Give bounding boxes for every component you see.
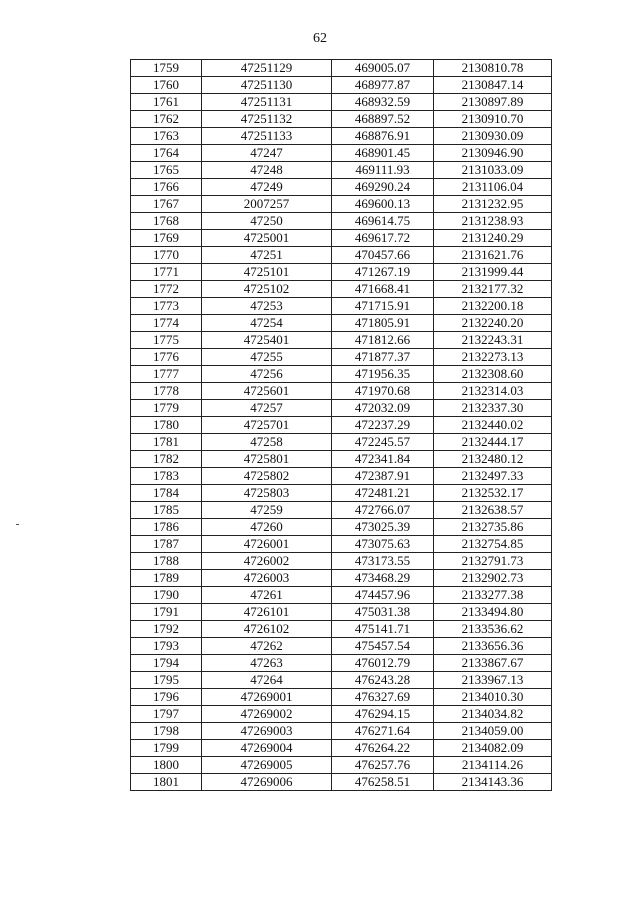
y-coordinate-cell: 2131240.29 — [434, 230, 552, 247]
x-coordinate-cell: 472032.09 — [332, 400, 434, 417]
table-row — [131, 315, 552, 332]
x-coordinate-cell: 471877.37 — [332, 349, 434, 366]
table-row — [131, 468, 552, 485]
y-coordinate-cell: 2132308.60 — [434, 366, 552, 383]
y-coordinate-cell: 2132314.03 — [434, 383, 552, 400]
point-number-cell: 1771 — [131, 264, 202, 281]
y-coordinate-cell: 2131238.93 — [434, 213, 552, 230]
x-coordinate-cell: 476327.69 — [332, 689, 434, 706]
point-id-cell: 47251130 — [202, 77, 332, 94]
point-number-cell: 1759 — [131, 60, 202, 77]
x-coordinate-cell: 469614.75 — [332, 213, 434, 230]
point-id-cell: 4726001 — [202, 536, 332, 553]
x-coordinate-cell: 468876.91 — [332, 128, 434, 145]
x-coordinate-cell: 473075.63 — [332, 536, 434, 553]
point-id-cell: 4726102 — [202, 621, 332, 638]
y-coordinate-cell: 2132532.17 — [434, 485, 552, 502]
point-id-cell: 47253 — [202, 298, 332, 315]
y-coordinate-cell: 2133494.80 — [434, 604, 552, 621]
y-coordinate-cell: 2132902.73 — [434, 570, 552, 587]
point-number-cell: 1782 — [131, 451, 202, 468]
x-coordinate-cell: 470457.66 — [332, 247, 434, 264]
y-coordinate-cell: 2130897.89 — [434, 94, 552, 111]
y-coordinate-cell: 2132754.85 — [434, 536, 552, 553]
y-coordinate-cell: 2131999.44 — [434, 264, 552, 281]
x-coordinate-cell: 468977.87 — [332, 77, 434, 94]
point-number-cell: 1775 — [131, 332, 202, 349]
table-row — [131, 162, 552, 179]
point-id-cell: 2007257 — [202, 196, 332, 213]
y-coordinate-cell: 2132638.57 — [434, 502, 552, 519]
table-row — [131, 77, 552, 94]
table-row — [131, 281, 552, 298]
point-id-cell: 4725101 — [202, 264, 332, 281]
table-row — [131, 349, 552, 366]
table-row — [131, 111, 552, 128]
y-coordinate-cell: 2131621.76 — [434, 247, 552, 264]
x-coordinate-cell: 476258.51 — [332, 774, 434, 791]
point-number-cell: 1797 — [131, 706, 202, 723]
x-coordinate-cell: 473468.29 — [332, 570, 434, 587]
point-number-cell: 1772 — [131, 281, 202, 298]
y-coordinate-cell: 2133536.62 — [434, 621, 552, 638]
y-coordinate-cell: 2133277.38 — [434, 587, 552, 604]
x-coordinate-cell: 471805.91 — [332, 315, 434, 332]
table-row — [131, 434, 552, 451]
x-coordinate-cell: 471970.68 — [332, 383, 434, 400]
x-coordinate-cell: 471812.66 — [332, 332, 434, 349]
table-row — [131, 723, 552, 740]
table-row — [131, 502, 552, 519]
point-id-cell: 47259 — [202, 502, 332, 519]
x-coordinate-cell: 471715.91 — [332, 298, 434, 315]
table-row — [131, 230, 552, 247]
y-coordinate-cell: 2132200.18 — [434, 298, 552, 315]
x-coordinate-cell: 468901.45 — [332, 145, 434, 162]
y-coordinate-cell: 2134059.00 — [434, 723, 552, 740]
y-coordinate-cell: 2132791.73 — [434, 553, 552, 570]
table-row — [131, 621, 552, 638]
y-coordinate-cell: 2132177.32 — [434, 281, 552, 298]
point-id-cell: 47260 — [202, 519, 332, 536]
point-number-cell: 1788 — [131, 553, 202, 570]
point-id-cell: 4725801 — [202, 451, 332, 468]
table-row — [131, 604, 552, 621]
y-coordinate-cell: 2132497.33 — [434, 468, 552, 485]
table-row — [131, 332, 552, 349]
point-id-cell: 4726002 — [202, 553, 332, 570]
y-coordinate-cell: 2131106.04 — [434, 179, 552, 196]
y-coordinate-cell: 2132440.02 — [434, 417, 552, 434]
point-id-cell: 47269006 — [202, 774, 332, 791]
y-coordinate-cell: 2133656.36 — [434, 638, 552, 655]
point-number-cell: 1781 — [131, 434, 202, 451]
table-row — [131, 417, 552, 434]
point-id-cell: 47251129 — [202, 60, 332, 77]
y-coordinate-cell: 2132337.30 — [434, 400, 552, 417]
y-coordinate-cell: 2132444.17 — [434, 434, 552, 451]
point-number-cell: 1784 — [131, 485, 202, 502]
point-number-cell: 1800 — [131, 757, 202, 774]
point-id-cell: 47248 — [202, 162, 332, 179]
point-number-cell: 1773 — [131, 298, 202, 315]
page-number: 62 — [313, 31, 327, 46]
table-row — [131, 485, 552, 502]
x-coordinate-cell: 476012.79 — [332, 655, 434, 672]
point-id-cell: 47257 — [202, 400, 332, 417]
table-row — [131, 400, 552, 417]
table-row — [131, 264, 552, 281]
point-id-cell: 4725803 — [202, 485, 332, 502]
table-row — [131, 213, 552, 230]
point-number-cell: 1763 — [131, 128, 202, 145]
y-coordinate-cell: 2131232.95 — [434, 196, 552, 213]
point-number-cell: 1768 — [131, 213, 202, 230]
y-coordinate-cell: 2132480.12 — [434, 451, 552, 468]
x-coordinate-cell: 472237.29 — [332, 417, 434, 434]
table-row — [131, 536, 552, 553]
x-coordinate-cell: 476243.28 — [332, 672, 434, 689]
table-row — [131, 145, 552, 162]
point-number-cell: 1794 — [131, 655, 202, 672]
table-row — [131, 740, 552, 757]
x-coordinate-cell: 471956.35 — [332, 366, 434, 383]
point-number-cell: 1764 — [131, 145, 202, 162]
table-row — [131, 94, 552, 111]
table-row — [131, 298, 552, 315]
x-coordinate-cell: 474457.96 — [332, 587, 434, 604]
x-coordinate-cell: 468897.52 — [332, 111, 434, 128]
point-id-cell: 47251 — [202, 247, 332, 264]
point-id-cell: 47255 — [202, 349, 332, 366]
point-id-cell: 47262 — [202, 638, 332, 655]
point-id-cell: 47269001 — [202, 689, 332, 706]
point-id-cell: 47261 — [202, 587, 332, 604]
point-id-cell: 47269002 — [202, 706, 332, 723]
table-row — [131, 587, 552, 604]
point-id-cell: 47258 — [202, 434, 332, 451]
x-coordinate-cell: 469617.72 — [332, 230, 434, 247]
point-id-cell: 47251132 — [202, 111, 332, 128]
point-id-cell: 4725802 — [202, 468, 332, 485]
y-coordinate-cell: 2132735.86 — [434, 519, 552, 536]
point-number-cell: 1778 — [131, 383, 202, 400]
table-row — [131, 638, 552, 655]
point-id-cell: 4725401 — [202, 332, 332, 349]
x-coordinate-cell: 469600.13 — [332, 196, 434, 213]
table-row — [131, 655, 552, 672]
point-id-cell: 47247 — [202, 145, 332, 162]
x-coordinate-cell: 472481.21 — [332, 485, 434, 502]
point-id-cell: 4725601 — [202, 383, 332, 400]
point-number-cell: 1780 — [131, 417, 202, 434]
x-coordinate-cell: 472245.57 — [332, 434, 434, 451]
point-number-cell: 1783 — [131, 468, 202, 485]
table-row — [131, 553, 552, 570]
point-number-cell: 1796 — [131, 689, 202, 706]
x-coordinate-cell: 476264.22 — [332, 740, 434, 757]
table-row — [131, 570, 552, 587]
y-coordinate-cell: 2134010.30 — [434, 689, 552, 706]
point-id-cell: 47254 — [202, 315, 332, 332]
x-coordinate-cell: 472387.91 — [332, 468, 434, 485]
point-id-cell: 4725102 — [202, 281, 332, 298]
y-coordinate-cell: 2132273.13 — [434, 349, 552, 366]
point-number-cell: 1766 — [131, 179, 202, 196]
point-number-cell: 1792 — [131, 621, 202, 638]
x-coordinate-cell: 473025.39 — [332, 519, 434, 536]
y-coordinate-cell: 2130810.78 — [434, 60, 552, 77]
point-number-cell: 1779 — [131, 400, 202, 417]
table-row — [131, 179, 552, 196]
y-coordinate-cell: 2131033.09 — [434, 162, 552, 179]
table-row — [131, 366, 552, 383]
point-number-cell: 1767 — [131, 196, 202, 213]
x-coordinate-cell: 476257.76 — [332, 757, 434, 774]
x-coordinate-cell: 472341.84 — [332, 451, 434, 468]
y-coordinate-cell: 2134143.36 — [434, 774, 552, 791]
table-row — [131, 196, 552, 213]
y-coordinate-cell: 2134082.09 — [434, 740, 552, 757]
table-row — [131, 519, 552, 536]
x-coordinate-cell: 475457.54 — [332, 638, 434, 655]
y-coordinate-cell: 2133867.67 — [434, 655, 552, 672]
point-id-cell: 47251133 — [202, 128, 332, 145]
point-number-cell: 1801 — [131, 774, 202, 791]
x-coordinate-cell: 469290.24 — [332, 179, 434, 196]
point-id-cell: 47263 — [202, 655, 332, 672]
point-number-cell: 1787 — [131, 536, 202, 553]
point-number-cell: 1790 — [131, 587, 202, 604]
y-coordinate-cell: 2130847.14 — [434, 77, 552, 94]
y-coordinate-cell: 2134034.82 — [434, 706, 552, 723]
table-row — [131, 128, 552, 145]
table-row — [131, 706, 552, 723]
point-number-cell: 1761 — [131, 94, 202, 111]
x-coordinate-cell: 468932.59 — [332, 94, 434, 111]
table-row — [131, 672, 552, 689]
point-number-cell: 1769 — [131, 230, 202, 247]
point-number-cell: 1785 — [131, 502, 202, 519]
x-coordinate-cell: 469005.07 — [332, 60, 434, 77]
y-coordinate-cell: 2132243.31 — [434, 332, 552, 349]
y-coordinate-cell: 2130930.09 — [434, 128, 552, 145]
point-id-cell: 47249 — [202, 179, 332, 196]
y-coordinate-cell: 2130910.70 — [434, 111, 552, 128]
table-row — [131, 451, 552, 468]
point-id-cell: 47269004 — [202, 740, 332, 757]
table-row — [131, 60, 552, 77]
x-coordinate-cell: 473173.55 — [332, 553, 434, 570]
table-row — [131, 757, 552, 774]
x-coordinate-cell: 475141.71 — [332, 621, 434, 638]
point-id-cell: 4725701 — [202, 417, 332, 434]
point-id-cell: 47256 — [202, 366, 332, 383]
point-id-cell: 4726003 — [202, 570, 332, 587]
coordinates-table-body — [131, 60, 552, 791]
point-id-cell: 4725001 — [202, 230, 332, 247]
point-id-cell: 47269005 — [202, 757, 332, 774]
x-coordinate-cell: 475031.38 — [332, 604, 434, 621]
x-coordinate-cell: 476294.15 — [332, 706, 434, 723]
table-row — [131, 774, 552, 791]
y-coordinate-cell: 2134114.26 — [434, 757, 552, 774]
stray-mark — [16, 524, 19, 525]
point-number-cell: 1776 — [131, 349, 202, 366]
point-number-cell: 1760 — [131, 77, 202, 94]
y-coordinate-cell: 2133967.13 — [434, 672, 552, 689]
x-coordinate-cell: 472766.07 — [332, 502, 434, 519]
x-coordinate-cell: 469111.93 — [332, 162, 434, 179]
x-coordinate-cell: 471668.41 — [332, 281, 434, 298]
y-coordinate-cell: 2130946.90 — [434, 145, 552, 162]
point-number-cell: 1793 — [131, 638, 202, 655]
point-id-cell: 4726101 — [202, 604, 332, 621]
point-number-cell: 1770 — [131, 247, 202, 264]
point-number-cell: 1798 — [131, 723, 202, 740]
y-coordinate-cell: 2132240.20 — [434, 315, 552, 332]
point-number-cell: 1774 — [131, 315, 202, 332]
point-number-cell: 1799 — [131, 740, 202, 757]
point-number-cell: 1762 — [131, 111, 202, 128]
point-id-cell: 47250 — [202, 213, 332, 230]
coordinates-table — [130, 59, 552, 791]
x-coordinate-cell: 471267.19 — [332, 264, 434, 281]
point-number-cell: 1791 — [131, 604, 202, 621]
table-row — [131, 383, 552, 400]
point-number-cell: 1795 — [131, 672, 202, 689]
point-number-cell: 1765 — [131, 162, 202, 179]
point-id-cell: 47269003 — [202, 723, 332, 740]
point-number-cell: 1789 — [131, 570, 202, 587]
point-id-cell: 47264 — [202, 672, 332, 689]
table-row — [131, 689, 552, 706]
x-coordinate-cell: 476271.64 — [332, 723, 434, 740]
table-row — [131, 247, 552, 264]
point-number-cell: 1777 — [131, 366, 202, 383]
point-id-cell: 47251131 — [202, 94, 332, 111]
point-number-cell: 1786 — [131, 519, 202, 536]
